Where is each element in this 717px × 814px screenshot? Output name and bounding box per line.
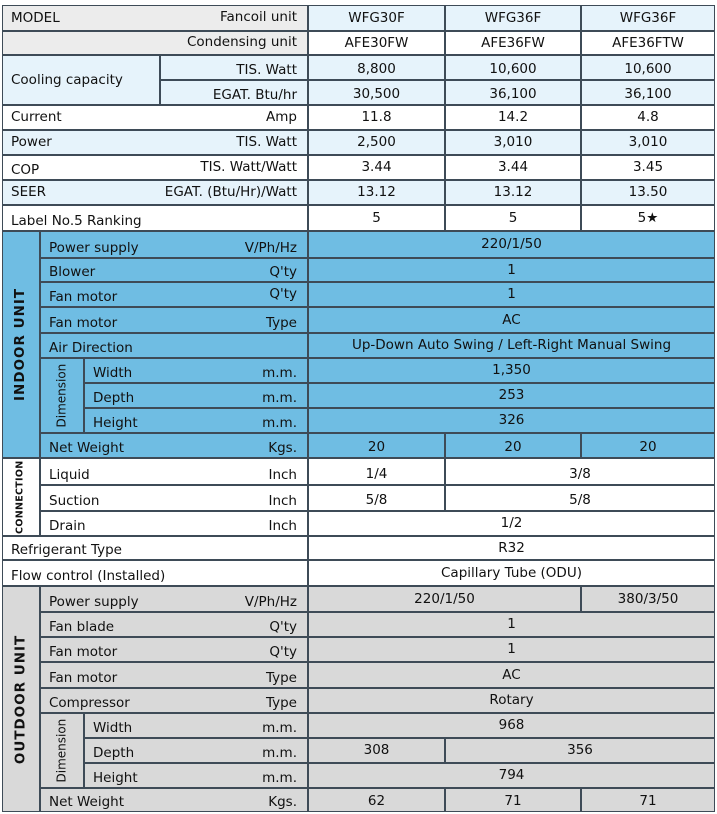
suction-value-2: 5/8 (445, 485, 715, 511)
indoor-fan-motor-type-unit: Type (209, 307, 308, 333)
cop-unit: TIS. Watt/Watt (161, 155, 308, 180)
seer-value-2: 13.12 (445, 180, 581, 205)
cop-value-1: 3.44 (308, 155, 445, 180)
outdoor-power-supply-value-1: 220/1/50 (308, 586, 581, 612)
indoor-depth-label: Depth (84, 383, 210, 408)
indoor-width-value: 1,350 (308, 358, 715, 383)
indoor-net-weight-3: 20 (581, 433, 715, 458)
indoor-depth-unit: m.m. (209, 383, 308, 408)
indoor-fan-motor-qty-label: Fan motor (40, 282, 210, 307)
indoor-fan-motor-qty-value: 1 (308, 282, 715, 307)
seer-label: SEER (2, 180, 122, 205)
outdoor-power-supply-label: Power supply (40, 586, 210, 612)
indoor-net-weight-unit: Kgs. (209, 433, 308, 458)
indoor-fan-motor-qty-unit: Q'ty (209, 282, 308, 307)
cop-value-3: 3.45 (581, 155, 715, 180)
cooling-tis-2: 10,600 (445, 55, 581, 80)
refrigerant-label: Refrigerant Type (2, 536, 308, 560)
indoor-dimension-label: Dimension (40, 358, 84, 433)
outdoor-fan-motor-type-value: AC (308, 662, 715, 688)
cooling-capacity-label: Cooling capacity (2, 55, 160, 105)
outdoor-net-weight-unit: Kgs. (209, 788, 308, 812)
current-value-2: 14.2 (445, 105, 581, 130)
indoor-power-supply-label: Power supply (40, 231, 210, 258)
cooling-egat-unit: EGAT. Btu/hr (160, 80, 308, 105)
outdoor-depth-value-2: 356 (445, 738, 715, 763)
current-unit: Amp (161, 105, 308, 130)
outdoor-depth-value-1: 308 (308, 738, 445, 763)
suction-value-1: 5/8 (308, 485, 445, 511)
drain-unit: Inch (209, 511, 308, 536)
cop-value-2: 3.44 (445, 155, 581, 180)
indoor-fan-motor-type-label: Fan motor (40, 307, 210, 333)
compressor-value: Rotary (308, 688, 715, 713)
current-label: Current (2, 105, 162, 130)
seer-value-3: 13.50 (581, 180, 715, 205)
flow-control-value: Capillary Tube (ODU) (308, 560, 715, 586)
liquid-label: Liquid (40, 458, 210, 485)
label5-value-3: 5★ (581, 205, 715, 231)
label5-value-2: 5 (445, 205, 581, 231)
current-value-3: 4.8 (581, 105, 715, 130)
indoor-height-label: Height (84, 408, 210, 433)
outdoor-net-weight-1: 62 (308, 788, 445, 812)
compressor-label: Compressor (40, 688, 210, 713)
seer-value-1: 13.12 (308, 180, 445, 205)
fancoil-label: Fancoil unit (162, 5, 308, 31)
model-label: MODEL (2, 5, 163, 31)
indoor-height-unit: m.m. (209, 408, 308, 433)
liquid-value-2: 3/8 (445, 458, 715, 485)
compressor-unit: Type (209, 688, 308, 713)
cooling-egat-3: 36,100 (581, 80, 715, 105)
seer-unit: EGAT. (Btu/Hr)/Watt (121, 180, 308, 205)
outdoor-width-label: Width (84, 713, 210, 738)
drain-label: Drain (40, 511, 210, 536)
indoor-height-value: 326 (308, 408, 715, 433)
outdoor-net-weight-3: 71 (581, 788, 715, 812)
indoor-width-label: Width (84, 358, 210, 383)
outdoor-fan-motor-type-unit: Type (209, 662, 308, 688)
indoor-depth-value: 253 (308, 383, 715, 408)
outdoor-height-unit: m.m. (209, 763, 308, 788)
outdoor-depth-unit: m.m. (209, 738, 308, 763)
condensing-model-3: AFE36FTW (581, 31, 715, 55)
cooling-tis-3: 10,600 (581, 55, 715, 80)
indoor-net-weight-label: Net Weight (40, 433, 210, 458)
indoor-fan-motor-type-value: AC (308, 307, 715, 333)
suction-unit: Inch (209, 485, 308, 511)
outdoor-power-supply-unit: V/Ph/Hz (209, 586, 308, 612)
indoor-unit-title: INDOOR UNIT (2, 231, 40, 458)
cooling-tis-unit: TIS. Watt (160, 55, 308, 80)
cooling-egat-1: 30,500 (308, 80, 445, 105)
label5-value-1: 5 (308, 205, 445, 231)
liquid-value-1: 1/4 (308, 458, 445, 485)
refrigerant-value: R32 (308, 536, 715, 560)
outdoor-width-value: 968 (308, 713, 715, 738)
outdoor-net-weight-2: 71 (445, 788, 581, 812)
outdoor-height-value: 794 (308, 763, 715, 788)
label5-label: Label No.5 Ranking (2, 205, 308, 231)
power-unit: TIS. Watt (161, 130, 308, 155)
outdoor-fan-motor-type-label: Fan motor (40, 662, 210, 688)
outdoor-width-unit: m.m. (209, 713, 308, 738)
blower-unit: Q'ty (209, 258, 308, 282)
cooling-tis-1: 8,800 (308, 55, 445, 80)
power-value-2: 3,010 (445, 130, 581, 155)
blower-label: Blower (40, 258, 210, 282)
current-value-1: 11.8 (308, 105, 445, 130)
fan-blade-label: Fan blade (40, 612, 210, 637)
cooling-egat-2: 36,100 (445, 80, 581, 105)
outdoor-depth-label: Depth (84, 738, 210, 763)
fancoil-model-3: WFG36F (581, 5, 715, 31)
drain-value: 1/2 (308, 511, 715, 536)
outdoor-height-label: Height (84, 763, 210, 788)
condensing-model-1: AFE30FW (308, 31, 445, 55)
air-direction-label: Air Direction (40, 333, 308, 358)
outdoor-dimension-label: Dimension (40, 713, 84, 788)
flow-control-label: Flow control (Installed) (2, 560, 308, 586)
outdoor-unit-title: OUTDOOR UNIT (2, 586, 40, 812)
outdoor-fan-motor-qty-value: 1 (308, 637, 715, 662)
fan-blade-value: 1 (308, 612, 715, 637)
liquid-unit: Inch (209, 458, 308, 485)
air-direction-value: Up-Down Auto Swing / Left-Right Manual Swing (308, 333, 715, 358)
power-value-1: 2,500 (308, 130, 445, 155)
indoor-net-weight-1: 20 (308, 433, 445, 458)
blower-value: 1 (308, 258, 715, 282)
indoor-power-supply-unit: V/Ph/Hz (209, 231, 308, 258)
fan-blade-unit: Q'ty (209, 612, 308, 637)
condensing-model-2: AFE36FW (445, 31, 581, 55)
fancoil-model-1: WFG30F (308, 5, 445, 31)
outdoor-fan-motor-qty-label: Fan motor (40, 637, 210, 662)
outdoor-net-weight-label: Net Weight (40, 788, 210, 812)
fancoil-model-2: WFG36F (445, 5, 581, 31)
power-value-3: 3,010 (581, 130, 715, 155)
suction-label: Suction (40, 485, 210, 511)
indoor-net-weight-2: 20 (445, 433, 581, 458)
power-label: Power (2, 130, 162, 155)
cop-label: COP (2, 155, 162, 180)
condensing-label: Condensing unit (2, 31, 308, 55)
indoor-power-supply-value: 220/1/50 (308, 231, 715, 258)
indoor-width-unit: m.m. (209, 358, 308, 383)
connection-title: CONNECTION (2, 458, 40, 536)
outdoor-fan-motor-qty-unit: Q'ty (209, 637, 308, 662)
outdoor-power-supply-value-2: 380/3/50 (581, 586, 715, 612)
